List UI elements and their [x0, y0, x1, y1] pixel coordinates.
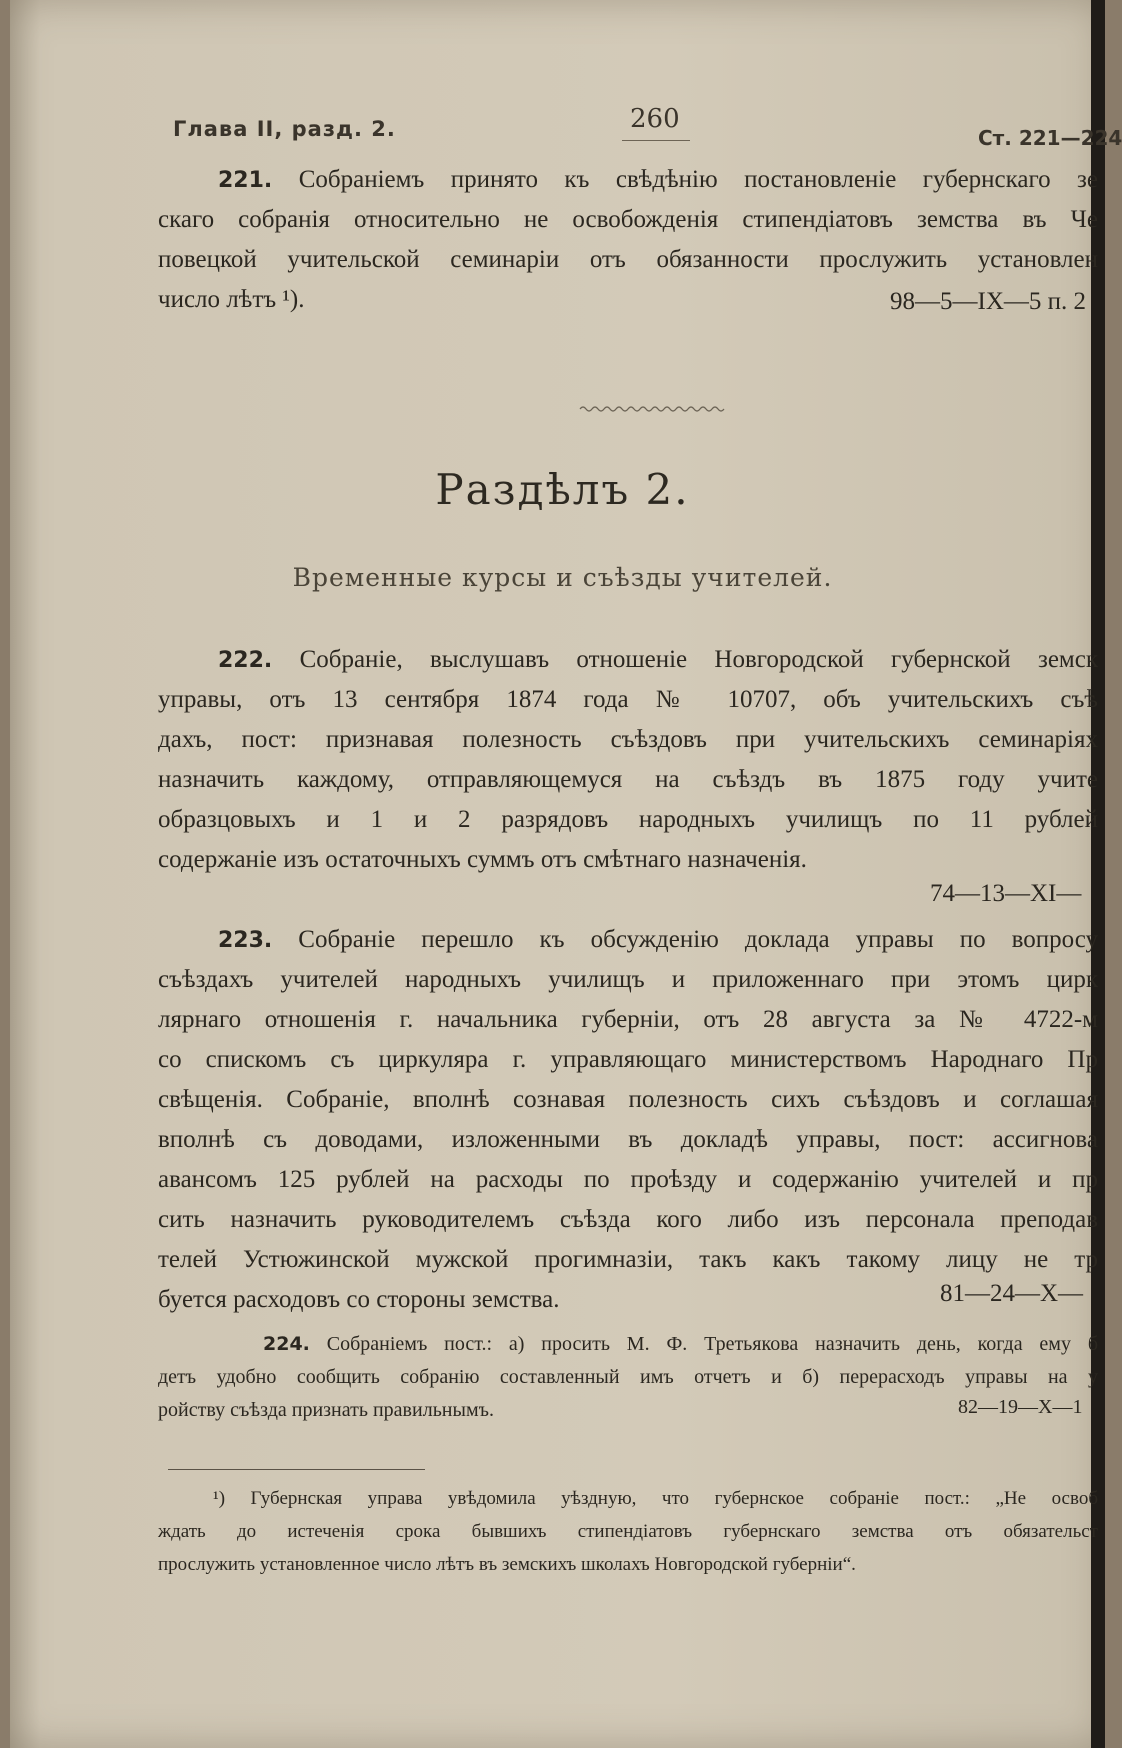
article-223 — [158, 920, 1098, 1320]
article-line: образцовыхъ и 1 и 2 разрядовъ народныхъ училищъ по 11 рублей — [158, 806, 1098, 833]
section-title: Раздѣлъ 2. — [435, 465, 690, 514]
article-number: 224. — [263, 1333, 310, 1355]
article-line: лярнаго отношенія г. начальника губерніи, отъ 28 августа за № 4722-м — [158, 1006, 1098, 1033]
article-line: свѣщенія. Собраніе, вполнѣ сознавая полезность сихъ съѣздовъ и соглашая — [158, 1086, 1098, 1113]
article-line: со спискомъ съ циркуляра г. управляющаго министерствомъ Народнаго Пр — [158, 1046, 1098, 1073]
article-line: телей Устюжинской мужской прогимназіи, такъ какъ такому лицу не тр — [158, 1246, 1098, 1273]
running-header-articles: Ст. 221—224 — [978, 126, 1122, 150]
article-222 — [158, 640, 1098, 880]
article-224 — [158, 1328, 1098, 1427]
section-subtitle: Временные курсы и съѣзды учителей. — [292, 563, 833, 592]
article-line: 222. Собраніе, выслушавъ отношеніе Новгородской губернской земск — [218, 646, 1098, 673]
article-line: ройству съѣзда признать правильнымъ. — [158, 1399, 494, 1421]
article-line: вполнѣ съ доводами, изложенными въ докладѣ управы, пост: ассигнова — [158, 1126, 1098, 1153]
article-line: детъ удобно сообщить собранію составленный имъ отчетъ и б) перерасходъ управы на у — [158, 1366, 1098, 1388]
article-line: скаго собранія относительно не освобожденія стипендіатовъ земства въ Че — [158, 206, 1098, 233]
article-number: 223. — [218, 928, 273, 953]
footnote-rule — [168, 1469, 425, 1470]
article-line: 224. Собраніемъ пост.: а) просить М. Ф. Третьякова назначить день, когда ему б — [263, 1333, 1099, 1355]
article-line: 221. Собраніемъ принято къ свѣдѣнію постановленіе губернскаго зе — [218, 166, 1099, 193]
article-reference: 81—24—X— — [940, 1280, 1084, 1307]
page-number-rule — [622, 140, 690, 141]
article-line: дахъ, пост: признавая полезность съѣздовъ при учительскихъ семинаріях — [158, 726, 1098, 753]
footnote-line: ¹) Губернская управа увѣдомила уѣздную, что губернское собраніе пост.: „Не освоб — [213, 1488, 1098, 1509]
footnote-line: ждать до истеченія срока бывшихъ стипендіатовъ губернскаго земства отъ обязательст — [158, 1521, 1098, 1542]
article-line: число лѣтъ ¹). — [158, 286, 305, 313]
article-line: управы, отъ 13 сентября 1874 года № 10707, объ учительскихъ съѣ — [158, 686, 1098, 713]
article-line: сить назначить руководителемъ съѣзда кого либо изъ персонала преподав — [158, 1206, 1098, 1233]
page-number: 260 — [630, 104, 680, 134]
section-divider-ornament — [580, 405, 730, 413]
article-number: 222. — [218, 648, 273, 673]
article-line: съѣздахъ учителей народныхъ училищъ и приложеннаго при этомъ цирк — [158, 966, 1098, 993]
article-reference: 82—19—X—1 — [958, 1396, 1083, 1418]
article-line: повецкой учительской семинаріи отъ обязанности прослужить установлен — [158, 246, 1098, 273]
book-page — [10, 0, 1122, 1748]
article-line: назначить каждому, отправляющемуся на съѣздъ въ 1875 году учите — [158, 766, 1098, 793]
running-header-chapter: Глава II, разд. 2. — [173, 117, 396, 141]
article-number: 221. — [218, 168, 273, 193]
article-reference: 98—5—IX—5 п. 2 — [890, 288, 1087, 315]
article-line: авансомъ 125 рублей на расходы по проѣзду и содержанію учителей и пр — [158, 1166, 1098, 1193]
footnote — [158, 1482, 1098, 1581]
article-line: 223. Собраніе перешло къ обсужденію доклада управы по вопросу — [218, 926, 1099, 953]
article-line: содержаніе изъ остаточныхъ суммъ отъ смѣтнаго назначенія. — [158, 846, 807, 873]
footnote-line: прослужить установленное число лѣтъ въ земскихъ школахъ Новгородской губерніи“. — [158, 1554, 856, 1575]
article-line: буется расходовъ со стороны земства. — [158, 1286, 560, 1313]
article-reference: 74—13—XI— — [930, 880, 1082, 907]
